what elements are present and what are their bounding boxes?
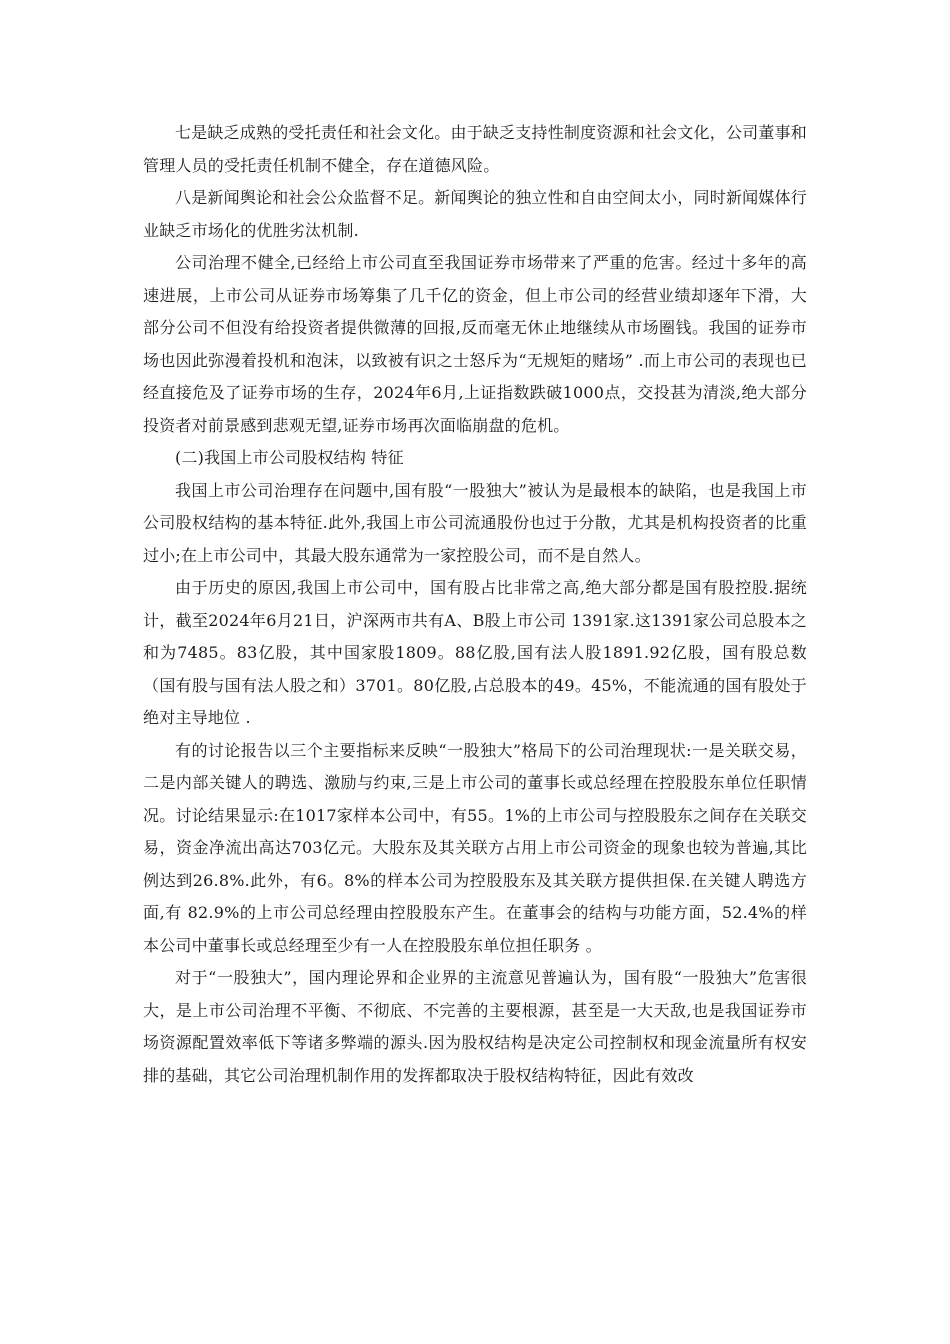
paragraph-governance-harm: 公司治理不健全,已经给上市公司直至我国证券市场带来了严重的危害。经过十多年的高速进展，上市公司从证券市场筹集了几千亿的资金，但上市公司的经营业绩却逐年下滑，大部分公司不但没有给投资者提供微薄的回报,反而毫无休止地继续从市场圈钱。我国的证券市场也因此弥漫着投机和泡沫，以致被有识之士怒斥为“无规矩的赌场” .而上市公司的表现也已经直接危及了证券市场的生存，2024年6月,上证指数跌破1000点，交投甚为清淡,绝大部分投资者对前景感到悲观无望,证券市场再次面临崩盘的危机。: [143, 253, 807, 435]
paragraph-ownership-defect: 我国上市公司治理存在问题中,国有股“一股独大”被认为是最根本的缺陷，也是我国上市公司股权结构的基本特征.此外,我国上市公司流通股份也过于分散，尤其是机构投资者的比重过小;在上市公司中，其最大股东通常为一家控股公司，而不是自然人。: [143, 480, 807, 565]
paragraph-seven-fiduciary: 七是缺乏成熟的受托责任和社会文化。由于缺乏支持性制度资源和社会文化，公司董事和管理人员的受托责任机制不健全，存在道德风险。: [143, 123, 807, 175]
document-page: [143, 117, 807, 1092]
section-heading: (二)我国上市公司股权结构 特征: [175, 448, 404, 467]
paragraph-state-shares-stats: 由于历史的原因,我国上市公司中，国有股占比非常之高,绝大部分都是国有股控股.据统计，截至2024年6月21日，沪深两市共有A、B股上市公司 1391家.这1391家公司总股本之和为7485。83亿股，其中国家股1809。88亿股,国有法人股1891.92亿股，国有股总数（国有股与国有法人股之和）3701。80亿股,占总股本的49。45%，不能流通的国有股处于绝对主导地位 .: [143, 578, 807, 727]
paragraph-dominant-shareholder: 对于“一股独大”，国内理论界和企业界的主流意见普遍认为，国有股“一股独大”危害很大，是上市公司治理不平衡、不彻底、不完善的主要根源，甚至是一大天敌,也是我国证券市场资源配置效率低下等诸多弊端的源头.因为股权结构是决定公司控制权和现金流量所有权安排的基础，其它公司治理机制作用的发挥都取决于股权结构特征，因此有效改: [143, 968, 807, 1085]
paragraph-research-report: 有的讨论报告以三个主要指标来反映“一股独大”格局下的公司治理现状:一是关联交易，二是内部关键人的聘选、激励与约束,三是上市公司的董事长或总经理在控股股东单位任职情况。讨论结果显示:在1017家样本公司中，有55。1%的上市公司与控股股东之间存在关联交易，资金净流出高达703亿元。大股东及其关联方占用上市公司资金的现象也较为普遍,其比例达到26.8%.此外，有6。8%的样本公司为控股股东及其关联方提供担保.在关键人聘选方面,有 82.9%的上市公司总经理由控股股东产生。在董事会的结构与功能方面，52.4%的样本公司中董事长或总经理至少有一人在控股股东单位担任职务 。: [143, 740, 807, 955]
paragraph-eight-media: 八是新闻舆论和社会公众监督不足。新闻舆论的独立性和自由空间太小，同时新闻媒体行业缺乏市场化的优胜劣汰机制.: [143, 188, 807, 240]
